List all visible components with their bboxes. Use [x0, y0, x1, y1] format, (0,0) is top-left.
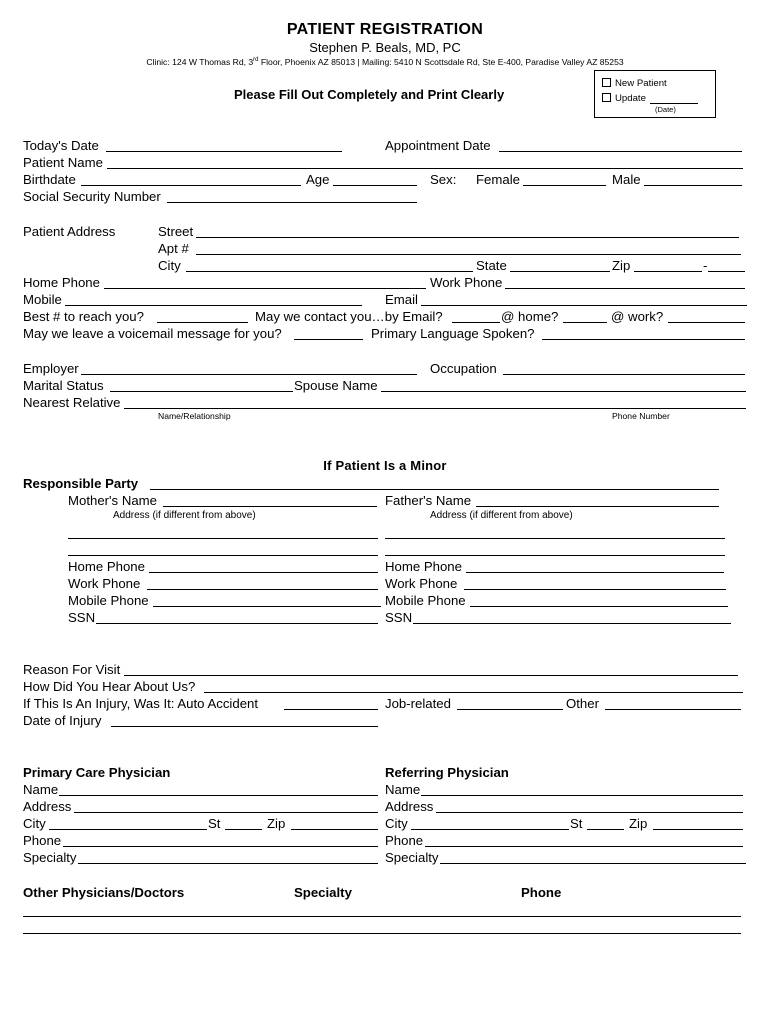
age-field[interactable] — [333, 185, 417, 186]
date-of-injury-field[interactable] — [111, 726, 378, 727]
other-field[interactable] — [605, 709, 741, 710]
female-field[interactable] — [523, 185, 606, 186]
minor-heading: If Patient Is a Minor — [323, 458, 447, 473]
email-label: Email — [385, 292, 418, 307]
city-field[interactable] — [186, 271, 473, 272]
at-home-label: @ home? — [501, 309, 559, 324]
pcp-specialty-label: Specialty — [23, 850, 77, 865]
language-label: Primary Language Spoken? — [371, 326, 535, 341]
best-number-field[interactable] — [157, 322, 248, 323]
mother-ssn-label: SSN — [68, 610, 96, 625]
father-address-note: Address (if different from above) — [430, 510, 573, 521]
birthdate-field[interactable] — [81, 185, 301, 186]
ssn-label: Social Security Number — [23, 189, 161, 204]
father-mobile-phone-label: Mobile Phone — [385, 593, 466, 608]
ref-zip-label: Zip — [629, 816, 648, 831]
language-field[interactable] — [542, 339, 745, 340]
pcp-name-field[interactable] — [59, 795, 378, 796]
father-work-phone-field[interactable] — [464, 589, 726, 590]
phone-number-note: Phone Number — [612, 411, 670, 421]
reason-label: Reason For Visit — [23, 662, 121, 677]
voicemail-label: May we leave a voicemail message for you? — [23, 326, 282, 341]
city-label: City — [158, 258, 181, 273]
father-address-line-1[interactable] — [385, 538, 725, 539]
mother-work-phone-label: Work Phone — [68, 576, 141, 591]
form-title: PATIENT REGISTRATION — [286, 21, 484, 38]
pcp-zip-label: Zip — [267, 816, 286, 831]
ref-specialty-field[interactable] — [440, 863, 746, 864]
contact-work-field[interactable] — [668, 322, 745, 323]
occupation-label: Occupation — [430, 361, 497, 376]
contact-home-field[interactable] — [563, 322, 607, 323]
ref-phone-field[interactable] — [425, 846, 743, 847]
female-label: Female — [476, 172, 520, 187]
mother-work-phone-field[interactable] — [147, 589, 378, 590]
age-label: Age — [306, 172, 330, 187]
spouse-name-field[interactable] — [381, 391, 746, 392]
zip-label: Zip — [612, 258, 631, 273]
fathers-name-field[interactable] — [476, 506, 719, 507]
checkbox-icon[interactable] — [602, 93, 611, 102]
ref-phone-label: Phone — [385, 833, 424, 848]
ref-city-field[interactable] — [411, 829, 569, 830]
pcp-city-field[interactable] — [49, 829, 207, 830]
pcp-city-label: City — [23, 816, 46, 831]
reason-field[interactable] — [124, 675, 738, 676]
pcp-st-field[interactable] — [225, 829, 262, 830]
male-field[interactable] — [644, 185, 742, 186]
pcp-phone-field[interactable] — [63, 846, 378, 847]
street-field[interactable] — [196, 237, 739, 238]
marital-status-field[interactable] — [110, 391, 293, 392]
work-phone-label: Work Phone — [430, 275, 503, 290]
state-label: State — [476, 258, 507, 273]
mother-address-line-1[interactable] — [68, 538, 378, 539]
nearest-relative-field[interactable] — [124, 408, 746, 409]
voicemail-field[interactable] — [294, 339, 363, 340]
pcp-address-label: Address — [23, 799, 72, 814]
pcp-phone-label: Phone — [23, 833, 62, 848]
how-heard-field[interactable] — [204, 692, 743, 693]
mother-mobile-phone-label: Mobile Phone — [68, 593, 149, 608]
responsible-party-label: Responsible Party — [23, 476, 139, 491]
update-date-line[interactable] — [650, 103, 698, 104]
job-related-label: Job-related — [385, 696, 451, 711]
marital-status-label: Marital Status — [23, 378, 104, 393]
mother-mobile-phone-field[interactable] — [153, 606, 381, 607]
date-note: (Date) — [655, 105, 676, 114]
zip-dash: - — [703, 258, 708, 273]
pcp-address-field[interactable] — [74, 812, 378, 813]
update-option[interactable]: Update — [602, 93, 646, 104]
injury-label: If This Is An Injury, Was It: Auto Accident — [23, 696, 259, 711]
specialty-heading: Specialty — [294, 885, 352, 900]
ref-st-field[interactable] — [587, 829, 624, 830]
appointment-date-field[interactable] — [499, 151, 742, 152]
ref-city-label: City — [385, 816, 408, 831]
ref-zip-field[interactable] — [653, 829, 743, 830]
patient-address-label: Patient Address — [23, 224, 116, 239]
auto-accident-field[interactable] — [284, 709, 378, 710]
clinic-address: Clinic: 124 W Thomas Rd, 3rd Floor, Phoenix AZ 85013 | Mailing: 5410 N Scottsdale Rd, Ste E-400, Paradise Valley AZ 85253 — [146, 56, 624, 67]
father-ssn-field[interactable] — [413, 623, 731, 624]
at-work-label: @ work? — [611, 309, 664, 324]
how-heard-label: How Did You Hear About Us? — [23, 679, 196, 694]
home-phone-label: Home Phone — [23, 275, 100, 290]
zip4-field[interactable] — [708, 271, 745, 272]
nearest-relative-label: Nearest Relative — [23, 395, 121, 410]
ref-name-field[interactable] — [421, 795, 743, 796]
employer-field[interactable] — [81, 374, 417, 375]
name-relationship-note: Name/Relationship — [158, 411, 231, 421]
sex-label: Sex: — [430, 172, 457, 187]
responsible-party-field[interactable] — [150, 489, 719, 490]
spouse-name-label: Spouse Name — [294, 378, 378, 393]
apt-field[interactable] — [196, 254, 741, 255]
ssn-field[interactable] — [167, 202, 417, 203]
father-ssn-label: SSN — [385, 610, 413, 625]
work-phone-field[interactable] — [505, 288, 745, 289]
father-address-line-2[interactable] — [385, 555, 725, 556]
mobile-field[interactable] — [65, 305, 362, 306]
mobile-label: Mobile — [23, 292, 62, 307]
mother-address-line-2[interactable] — [68, 555, 378, 556]
doctor-name: Stephen P. Beals, MD, PC — [309, 40, 461, 55]
state-field[interactable] — [510, 271, 610, 272]
zip-field[interactable] — [634, 271, 702, 272]
pcp-heading: Primary Care Physician — [23, 765, 171, 780]
contact-email-field[interactable] — [452, 322, 500, 323]
occupation-field[interactable] — [503, 374, 745, 375]
ref-name-label: Name — [385, 782, 421, 797]
ref-address-field[interactable] — [436, 812, 743, 813]
ref-specialty-label: Specialty — [385, 850, 439, 865]
best-number-label: Best # to reach you? — [23, 309, 144, 324]
appointment-date-label: Appointment Date — [385, 138, 491, 153]
date-of-injury-label: Date of Injury — [23, 713, 102, 728]
employer-label: Employer — [23, 361, 79, 376]
father-home-phone-field[interactable] — [466, 572, 724, 573]
mother-home-phone-field[interactable] — [149, 572, 378, 573]
instructions: Please Fill Out Completely and Print Clearly — [234, 87, 505, 102]
mothers-name-label: Mother's Name — [68, 493, 157, 508]
may-contact-label: May we contact you…by Email? — [255, 309, 443, 324]
other-label: Other — [566, 696, 599, 711]
birthdate-label: Birthdate — [23, 172, 76, 187]
ref-st-label: St — [570, 816, 583, 831]
patient-name-field[interactable] — [107, 168, 743, 169]
job-related-field[interactable] — [457, 709, 563, 710]
other-physicians-heading: Other Physicians/Doctors — [23, 885, 185, 900]
email-field[interactable] — [421, 305, 747, 306]
other-physicians-line-1[interactable] — [23, 916, 741, 917]
father-mobile-phone-field[interactable] — [470, 606, 728, 607]
pcp-zip-field[interactable] — [291, 829, 378, 830]
pcp-name-label: Name — [23, 782, 59, 797]
pcp-specialty-field[interactable] — [78, 863, 378, 864]
father-work-phone-label: Work Phone — [385, 576, 458, 591]
referring-heading: Referring Physician — [385, 765, 509, 780]
male-label: Male — [612, 172, 641, 187]
ref-address-label: Address — [385, 799, 434, 814]
mother-ssn-field[interactable] — [96, 623, 378, 624]
fathers-name-label: Father's Name — [385, 493, 472, 508]
other-physicians-line-2[interactable] — [23, 933, 741, 934]
pcp-st-label: St — [208, 816, 221, 831]
mother-address-note: Address (if different from above) — [113, 510, 256, 521]
patient-name-label: Patient Name — [23, 155, 103, 170]
home-phone-field[interactable] — [104, 288, 426, 289]
todays-date-label: Today's Date — [23, 138, 99, 153]
mother-home-phone-label: Home Phone — [68, 559, 145, 574]
street-label: Street — [158, 224, 194, 239]
apt-label: Apt # — [158, 241, 189, 256]
todays-date-field[interactable] — [106, 151, 342, 152]
checkbox-icon[interactable] — [602, 78, 611, 87]
new-patient-option[interactable]: New Patient — [602, 78, 667, 89]
mothers-name-field[interactable] — [163, 506, 377, 507]
phone-heading: Phone — [521, 885, 562, 900]
father-home-phone-label: Home Phone — [385, 559, 462, 574]
